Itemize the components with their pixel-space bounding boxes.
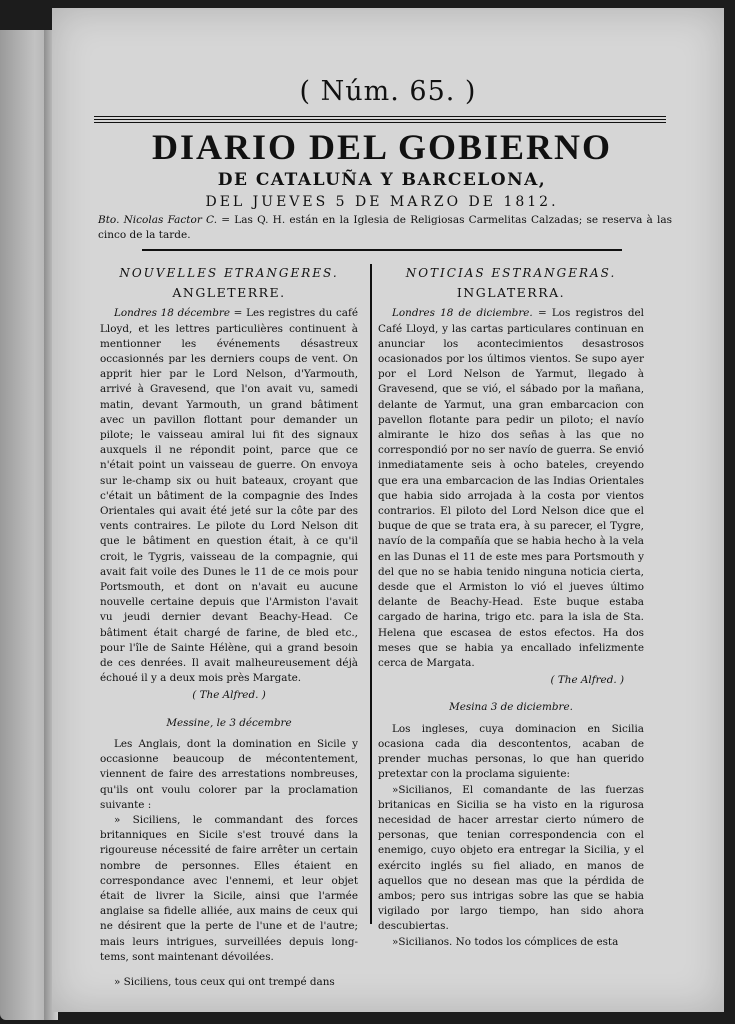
- french-article-1-credit: ( The Alfred. ): [192, 689, 266, 702]
- french-country-heading: ANGLETERRE.: [172, 285, 286, 301]
- notice-prefix: Bto. Nicolas Factor C.: [98, 214, 218, 226]
- spanish-article-1-body: = Los registros del Café Lloyd, y las cartas particulares continuan en anunciar los acontecimientos desastrosos ocasionados por los últimos vientos. Se supo ayer por el Lord Nelson de Yarmut, llegado à Gravesend, que se vió, el sábado por la mañana, delante de Yarmut, una gran embarcacion con pavellon flotante para pedir un piloto; el navío almirante le hizo dos señas à las que no correspondió por no ser navío de guerra. Se envió inmediatamente seis à ocho bateles, creyendo que era una embarcacion de las Indias Orientales que habia sido arrojada à la costa por vientos contrarios. El piloto del Lord Nelson dice que el buque de que se trata era, à su parecer, el Tygre, navío de la compañía que se habia hecho à la vela en las Dunas el 11 de este mes para Portsmouth y del que no se habia tenido ninguna noticia cierta, desde que el Armiston lo vió el jueves último delante de Beachy-Head. Este buque estaba cargado de harina, trigo etc. para la isla de Sta. Helena que escasea de estos efectos. Ha dos meses que se habia ya encallado infelizmente cerca de Margata.: [378, 307, 644, 670]
- column-divider: [370, 264, 372, 924]
- masthead-title: DIARIO DEL GOBIERNO: [151, 127, 613, 167]
- spanish-country-heading: INGLATERRA.: [456, 285, 566, 301]
- masthead-subtitle: DE CATALUÑA Y BARCELONA,: [217, 170, 547, 190]
- spanish-article-2-place: Mesina 3 de diciembre.: [449, 701, 573, 714]
- spanish-article-2-para-3: »Sicilianos. No todos los cómplices de esta: [392, 935, 619, 948]
- french-column: [100, 266, 358, 988]
- french-article-1: [100, 306, 358, 686]
- spanish-article-2-para-2: »Sicilianos, El comandante de las fuerzas britanicas en Sicilia se ha visto en la rigurosa necesidad de hacer arrestar cierto número de personas, que tenian correspondencia con el enemigo, cuyo objeto era entregar la Sicilia, y el exército inglés su fiel aliado, en manos de aquellos que no desean mas que la pérdida de ambos; pero sus intrigas sobre las que se habia vigilado por largo tiempo, han sido ahora descubiertas.: [378, 783, 644, 933]
- issue-number: ( Núm. 65. ): [299, 76, 477, 107]
- notice-text: = Las Q. H. están en la Iglesia de Religiosas Carmelitas Calzadas; se reserva à las cinco de la tarde.: [98, 214, 673, 241]
- issue-dateline: DEL JUEVES 5 DE MARZO DE 1812.: [205, 194, 559, 210]
- spanish-article-1-credit: ( The Alfred. ): [550, 674, 624, 687]
- spanish-column-heading: NOTICIAS ESTRANGERAS.: [405, 266, 617, 280]
- section-rule: [142, 249, 622, 251]
- spanish-article-1-place: Londres 18 de diciembre.: [392, 307, 533, 320]
- french-article-2-para-1: Les Anglais, dont la domination en Sicile y occasionne beaucoup de mécontentement, viennent de faire des arrestations nombreuses, qu'ils ont voulu colorer par la proclamation suivante :: [100, 737, 358, 811]
- masthead-rule: [94, 116, 666, 123]
- french-article-2-para-3: » Siciliens, tous ceux qui ont trempé dans: [114, 975, 335, 988]
- religious-notice: [98, 213, 672, 243]
- french-article-2-para-2: » Siciliens, le commandant des forces britanniques en Sicile s'est trouvé dans la rigoureuse nécessité de faire arrêter un certain nombre de personnes. Elles étaient en correspondance avec l'ennemi, et leur objet était de livrer la Sicile, ainsi que l'armée anglaise sa fidelle alliée, aux mains de ceux qui ne désirent que la perte de l'une et de l'autre; mais leurs intrigues, surveillées depuis long-tems, sont maintenant dévoilées.: [100, 813, 358, 963]
- newspaper-page: [52, 8, 724, 1012]
- french-article-2-place: Messine, le 3 décembre: [166, 716, 292, 729]
- french-article-1-body: = Les registres du café Lloyd, et les lettres particulières continuent à mentionner les événements désastreux occasionnés par les derniers coups de vent. On apprit hier par le Lord Nelson, d'Yarmouth, arrivé à Gravesend, que l'on avait vu, samedi matin, devant Yarmouth, un grand bâtiment avec un pavillon flottant pour demander un pilote; le vaisseau amiral lui fit des signaux auxquels il ne répondit point, parce que ce n'était point un vaisseau de guerre. On envoya sur le-champ six ou huit bateaux, croyant que c'était un bâtiment de la compagnie des Indes Orientales qui avait été jeté sur la côte par des vents contraires. Le pilote du Lord Nelson dit que le bâtiment en question était, à ce qu'il croit, le Tygris, vaisseau de la compagnie, qui avait fait voile des Dunes le 11 de ce mois pour Portsmouth, et dont on n'avait eu aucune nouvelle certaine depuis que l'Armiston l'avait vu jeudi dernier devant Beachy-Head. Ce bâtiment était chargé de farine, de bled etc., pour l'île de Sainte Hélène, qui a grand besoin de ces denrées. Il avait malheureusement déjà échoué il y a deux mois près Margate.: [100, 307, 358, 685]
- spanish-column: [378, 266, 644, 948]
- french-article-1-place: Londres 18 décembre: [114, 307, 230, 320]
- french-column-heading: NOUVELLES ETRANGERES.: [119, 266, 339, 280]
- spanish-article-2-para-1: Los ingleses, cuya dominacion en Sicilia ocasiona cada dia descontentos, acaban de prender muchas personas, lo que han querido pretextar con la proclama siguiente:: [378, 722, 644, 781]
- spanish-article-1: [378, 306, 644, 671]
